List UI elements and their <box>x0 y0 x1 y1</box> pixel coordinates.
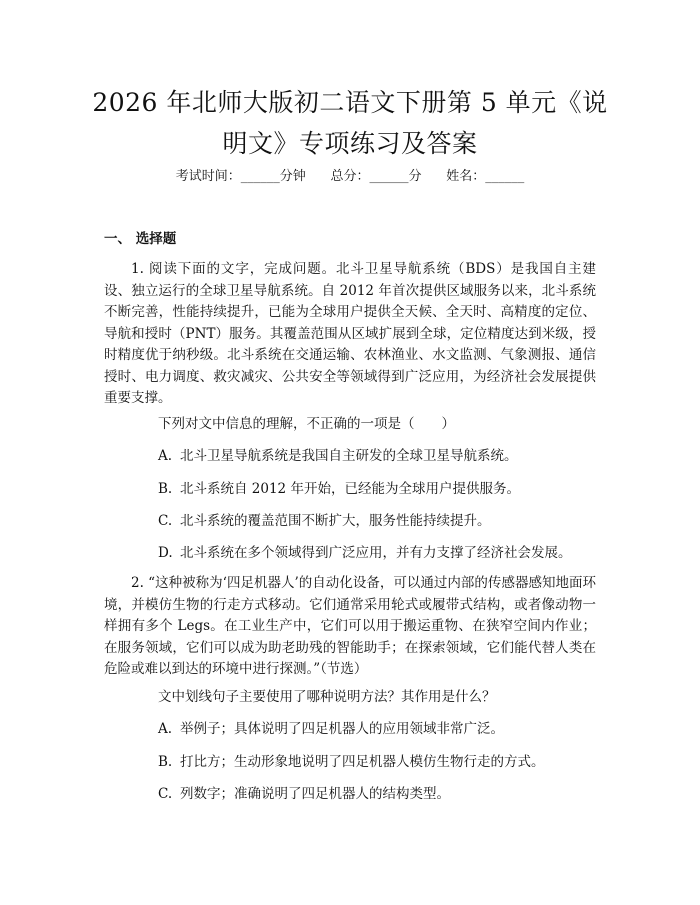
question-1-option-d <box>158 544 598 562</box>
question-1-stem: 下列对文中信息的理解，不正确的一项是（ ） <box>158 416 455 432</box>
option-text: 北斗系统的覆盖范围不断扩大，服务性能持续提升。 <box>180 513 491 529</box>
section-heading: 一、 选择题 <box>104 231 177 247</box>
option-text: 打比方；生动形象地说明了四足机器人模仿生物行走的方式。 <box>180 754 545 770</box>
question-2-option-c <box>158 785 598 803</box>
question-1-option-b <box>158 480 598 498</box>
option-text: 北斗系统自 2012 年开始，已经能为全球用户提供服务。 <box>180 481 520 497</box>
option-letter: B. <box>158 481 173 497</box>
option-letter: C. <box>158 786 173 802</box>
question-1-option-c <box>158 512 598 530</box>
option-letter: D. <box>158 545 173 561</box>
question-2-passage: 2. “这种被称为‘四足机器人’的自动化设备，可以通过内部的传感器感知地面环境，并模仿生物的行走方式移动。它们通常采用轮式或履带式结构，或者像动物一样拥有多个 Legs。在工业生产中，它们可以用于搬运重物、在狭窄空间内作业；在服务领域，它们可以成为助老助残的智能助手；在探索领域，它们能代替人类在危险或难以到达的环境中进行探测。”（节选） <box>104 575 596 677</box>
question-1-passage: 1. 阅读下面的文字，完成问题。北斗卫星导航系统（BDS）是我国自主建设、独立运行的全球卫星导航系统。自 2012 年首次提供区域服务以来，北斗系统不断完善，性能持续提升，已能为全球用户提供全天候、全天时、高精度的定位、导航和授时（PNT）服务。其覆盖范围从区域扩展到全球，定位精度达到米级，授时精度优于纳秒级。北斗系统在交通运输、农林渔业、水文监测、气象测报、通信授时、电力调度、救灾减灾、公共安全等领域得到广泛应用，为经济社会发展提供重要支撑。 <box>104 261 596 406</box>
document-title <box>80 82 620 164</box>
option-text: 列数字；准确说明了四足机器人的结构类型。 <box>180 786 450 802</box>
option-letter: C. <box>158 513 173 529</box>
title-line-2: 明文》专项练习及答案 <box>222 129 478 158</box>
option-letter: A. <box>158 448 173 464</box>
question-2-option-a <box>158 720 598 738</box>
question-1-option-a <box>158 447 598 465</box>
option-letter: A. <box>158 721 173 737</box>
option-text: 北斗系统在多个领域得到广泛应用，并有力支撑了经济社会发展。 <box>180 545 572 561</box>
question-2-option-b <box>158 753 598 771</box>
exam-info-line: 考试时间：______分钟 总分：______分 姓名：______ <box>175 169 525 184</box>
option-text: 北斗卫星导航系统是我国自主研发的全球卫星导航系统。 <box>180 448 518 464</box>
option-text: 举例子；具体说明了四足机器人的应用领域非常广泛。 <box>180 721 504 737</box>
option-letter: B. <box>158 754 173 770</box>
question-2-stem: 文中划线句子主要使用了哪种说明方法？其作用是什么？ <box>158 689 496 705</box>
title-line-1: 2026 年北师大版初二语文下册第 5 单元《说 <box>92 88 608 117</box>
